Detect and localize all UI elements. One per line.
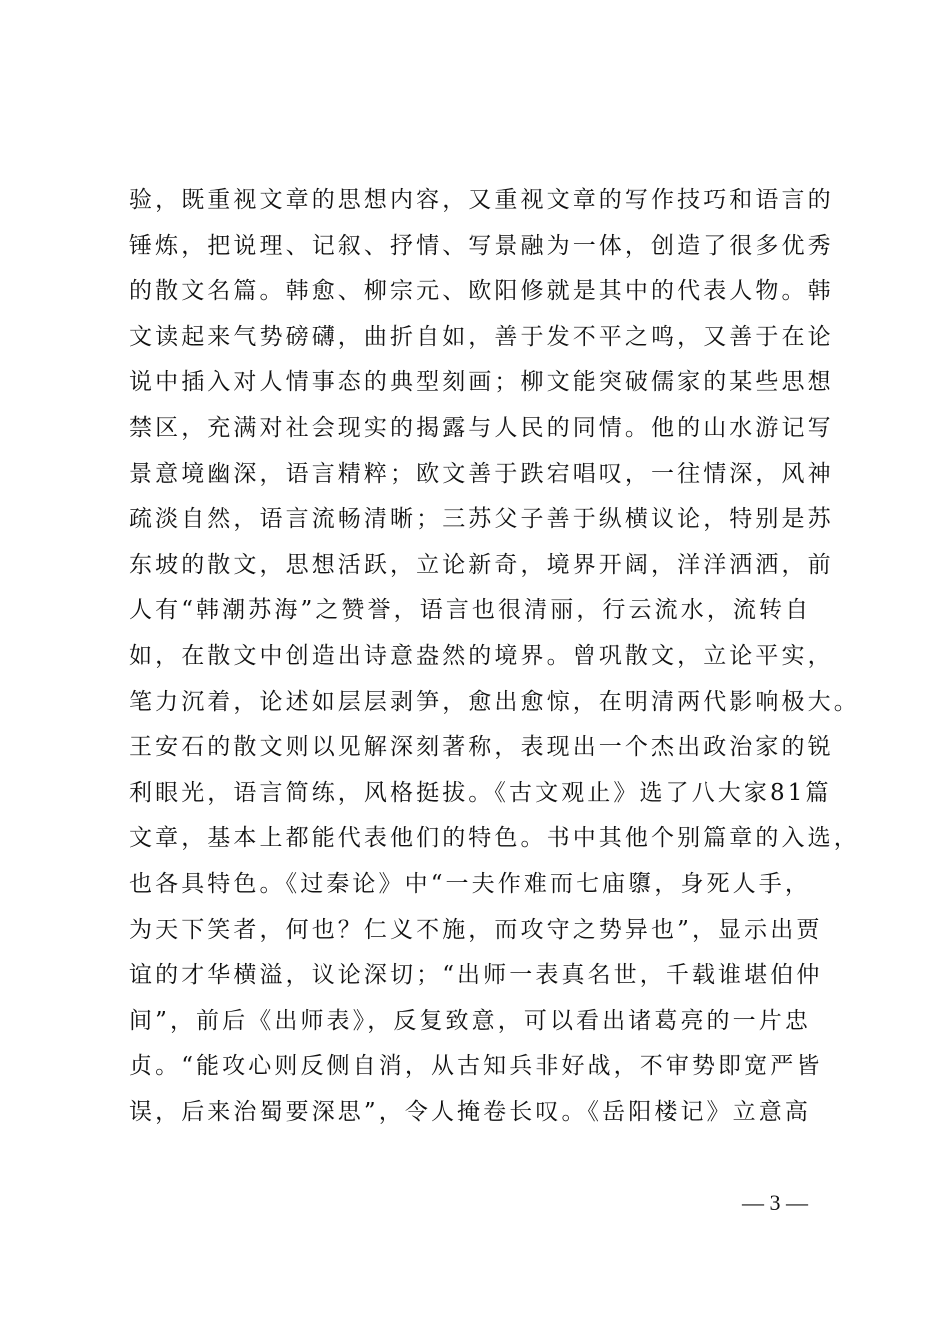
text-line: 王安石的散文则以见解深刻著称，表现出一个杰出政治家的锐 bbox=[129, 734, 834, 761]
text-line: 谊的才华横溢，议论深切；“出师一表真名世，千载谁堪伯仲 bbox=[129, 962, 823, 989]
text-line: 文读起来气势磅礴，曲折自如，善于发不平之鸣，又善于在论 bbox=[129, 323, 834, 350]
text-line: 疏淡自然，语言流畅清晰；三苏父子善于纵横议论，特别是苏 bbox=[129, 506, 834, 533]
text-line: 如，在散文中创造出诗意盎然的境界。曾巩散文，立论平实， bbox=[129, 642, 834, 669]
text-line: 验，既重视文章的思想内容，又重视文章的写作技巧和语言的 bbox=[129, 187, 834, 213]
text-line: 景意境幽深，语言精粹；欧文善于跌宕唱叹，一往情深，风神 bbox=[129, 460, 834, 487]
text-line: 文章，基本上都能代表他们的特色。书中其他个别篇章的入选， bbox=[129, 825, 860, 852]
text-line: 说中插入对人情事态的典型刻画；柳文能突破儒家的某些思想 bbox=[129, 369, 834, 396]
text-line: 为天下笑者，何也？仁义不施，而攻守之势异也”，显示出贾 bbox=[129, 916, 823, 943]
text-line: 东坡的散文，思想活跃，立论新奇，境界开阔，洋洋洒洒，前 bbox=[129, 551, 834, 578]
page-number: — 3 — bbox=[742, 1190, 808, 1215]
body-text bbox=[129, 178, 860, 1135]
text-line: 误，后来治蜀要深思”，令人掩卷长叹。《岳阳楼记》立意高 bbox=[129, 1098, 811, 1125]
text-line: 贞。“能攻心则反侧自消，从古知兵非好战，不审势即宽严皆 bbox=[129, 1053, 823, 1080]
text-line: 也各具特色。《过秦论》中“一夫作难而七庙隳，身死人手， bbox=[129, 870, 811, 897]
text-line: 的散文名篇。韩愈、柳宗元、欧阳修就是其中的代表人物。韩 bbox=[129, 278, 834, 305]
text-line: 锤炼，把说理、记叙、抒情、写景融为一体，创造了很多优秀 bbox=[129, 232, 834, 259]
text-line: 利眼光，语言简练，风格挺拔。《古文观止》选了八大家81篇 bbox=[129, 779, 832, 806]
text-line: 人有“韩潮苏海”之赞誉，语言也很清丽，行云流水，流转自 bbox=[129, 597, 812, 624]
text-line: 间”，前后《出师表》，反复致意，可以看出诸葛亮的一片忠 bbox=[129, 1007, 811, 1034]
text-line: 禁区，充满对社会现实的揭露与人民的同情。他的山水游记写 bbox=[129, 414, 834, 441]
text-line: 笔力沉着，论述如层层剥笋，愈出愈惊，在明清两代影响极大。 bbox=[129, 688, 860, 715]
